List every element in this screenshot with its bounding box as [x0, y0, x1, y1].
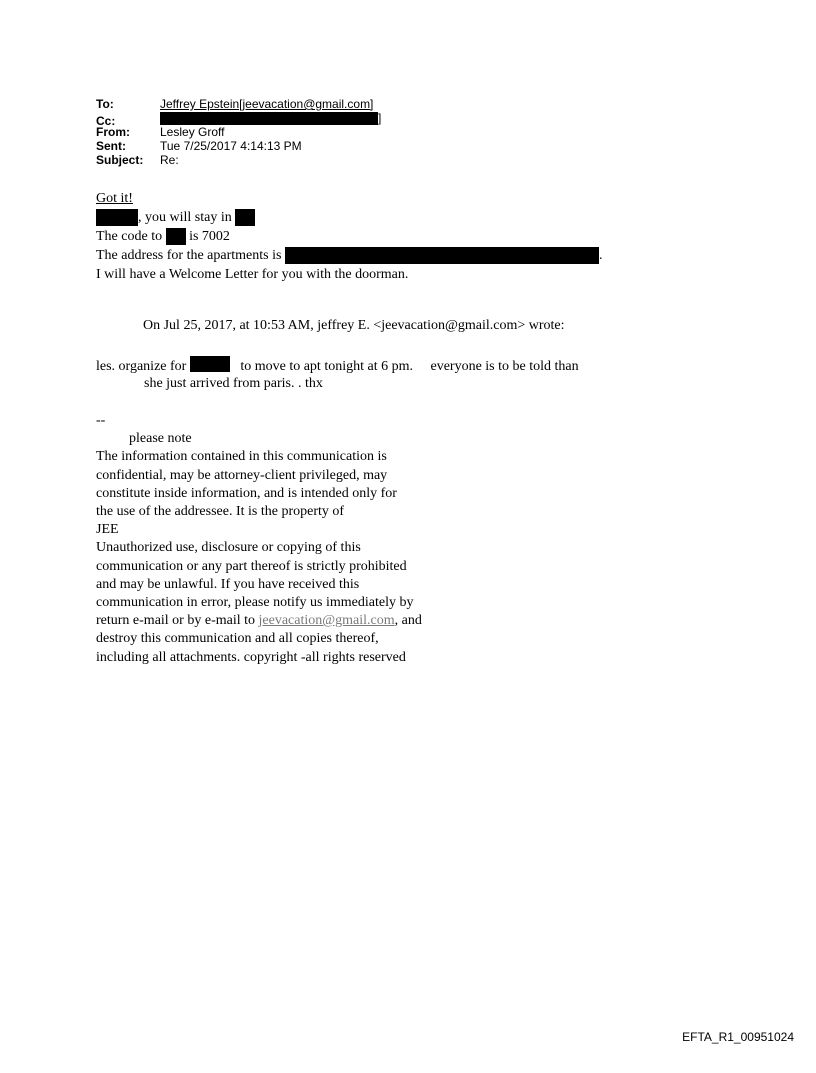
subject-row — [96, 153, 381, 167]
quoted-message-header: On Jul 25, 2017, at 10:53 AM, jeffrey E. <jeevacation@gmail.com> wrote: — [143, 318, 565, 333]
reply-line — [96, 246, 602, 265]
sent-value: Tue 7/25/2017 4:14:13 PM — [160, 139, 302, 153]
reply-text: The code to — [96, 229, 163, 244]
reply-body — [96, 189, 602, 284]
signature-note: please note — [129, 431, 192, 447]
redaction-box — [160, 112, 378, 125]
signature-line: communication in error, please notify us immediately by — [96, 595, 414, 611]
reply-line — [96, 265, 602, 284]
signature-line: communication or any part thereof is strictly prohibited — [96, 558, 407, 574]
signature-line — [96, 612, 422, 630]
reply-text: Got it! — [96, 191, 133, 206]
quoted-message — [96, 356, 579, 392]
to-label: To: — [96, 97, 114, 111]
signature-line: and may be unlawful. If you have received this — [96, 576, 360, 592]
redaction-box — [190, 356, 230, 372]
quoted-line — [96, 356, 579, 375]
signature-line: The information contained in this communication is — [96, 449, 387, 465]
signature-line: destroy this communication and all copies thereof, — [96, 631, 379, 647]
redaction-box — [166, 228, 186, 245]
signature-block — [96, 412, 422, 667]
subject-value: Re: — [160, 153, 179, 167]
quoted-text: to move to apt tonight at 6 pm. everyone is to be told than — [240, 359, 579, 374]
quoted-text: les. organize for — [96, 359, 187, 374]
quoted-line: she just arrived from paris. . thx — [144, 376, 323, 391]
reply-text: . — [598, 248, 603, 263]
sent-label: Sent: — [96, 139, 126, 153]
cc-value — [160, 111, 381, 125]
signature-line: confidential, may be attorney-client privileged, may — [96, 467, 388, 483]
signature-text: return e-mail or by e-mail to — [96, 613, 259, 629]
signature-line: including all attachments. copyright -all rights reserved — [96, 649, 406, 665]
signature-text: , and — [394, 613, 422, 629]
signature-line: constitute inside information, and is intended only for — [96, 485, 397, 501]
signature-line: JEE — [96, 522, 119, 538]
subject-label: Subject: — [96, 153, 144, 167]
reply-text: I will have a Welcome Letter for you with the doorman. — [96, 267, 409, 282]
signature-line: the use of the addressee. It is the property of — [96, 504, 345, 520]
reply-text: is 7002 — [189, 229, 230, 244]
from-row — [96, 125, 381, 139]
from-label: From: — [96, 125, 130, 139]
reply-text: , you will stay in — [138, 210, 232, 225]
cc-label: Cc: — [96, 113, 116, 128]
cc-bracket: ] — [378, 111, 382, 125]
redaction-box — [96, 209, 138, 226]
email-link[interactable]: jeevacation@gmail.com — [258, 613, 395, 629]
signature-line: Unauthorized use, disclosure or copying of this — [96, 540, 361, 556]
email-header — [96, 97, 381, 167]
to-row — [96, 97, 381, 111]
redaction-box — [235, 209, 255, 226]
cc-row — [96, 111, 382, 128]
sent-row — [96, 139, 381, 153]
from-value: Lesley Groff — [160, 125, 225, 139]
reply-text: The address for the apartments is — [96, 248, 282, 263]
reply-line — [96, 208, 602, 227]
redaction-box — [285, 247, 599, 264]
to-value: Jeffrey Epstein[jeevacation@gmail.com] — [160, 97, 374, 111]
reply-line — [96, 227, 602, 246]
signature-dashes: -- — [96, 413, 106, 428]
reply-line — [96, 189, 602, 208]
bates-number: EFTA_R1_00951024 — [682, 1030, 794, 1044]
